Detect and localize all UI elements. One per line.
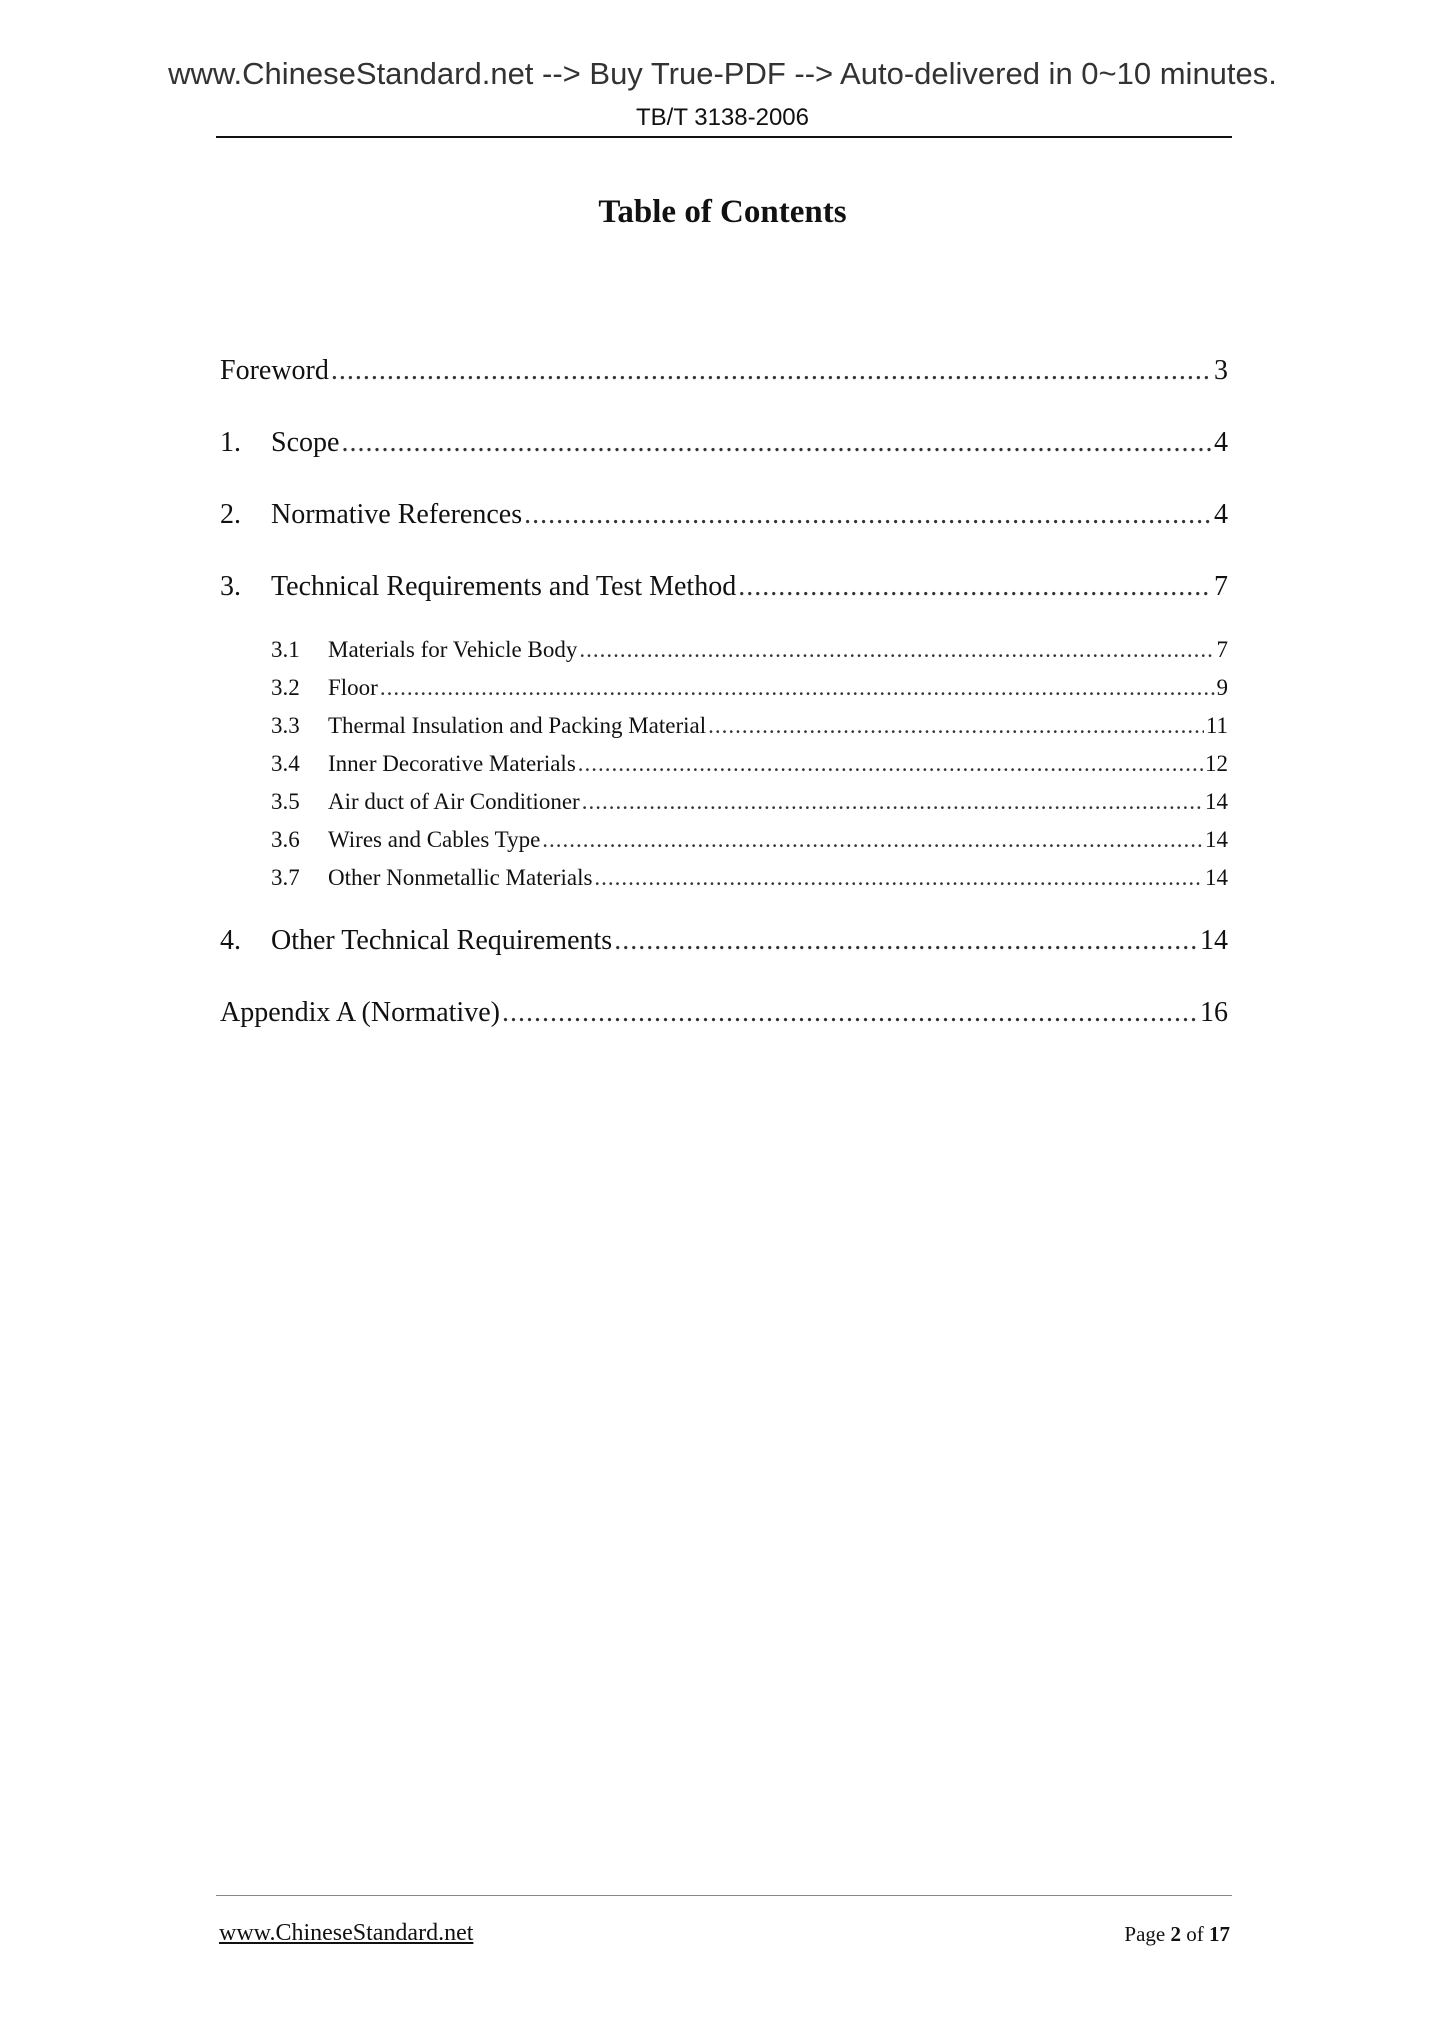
toc-number: 3.: [220, 571, 241, 602]
toc-label: Foreword: [220, 355, 329, 386]
toc-page: 16: [1200, 997, 1228, 1028]
toc-label: Technical Requirements and Test Method: [271, 571, 737, 602]
toc-label: Materials for Vehicle Body: [328, 637, 578, 662]
toc-page: 14: [1205, 827, 1228, 852]
toc-page: 14: [1205, 865, 1228, 890]
toc-leader: [502, 997, 1198, 1029]
toc-label: Other Technical Requirements: [271, 925, 613, 956]
toc-entry-3-6[interactable]: [220, 827, 1228, 853]
header-banner: www.ChineseStandard.net --> Buy True-PDF --> Auto-delivered in 0~10 minutes.: [168, 56, 1277, 91]
page-current: 2: [1170, 1922, 1181, 1946]
toc-entry-appendix-a[interactable]: [220, 997, 1228, 1029]
footer-rule: [216, 1895, 1232, 1896]
footer-page-number: [1124, 1922, 1230, 1947]
toc-page: 11: [1205, 713, 1228, 738]
toc-leader: [542, 827, 1203, 853]
toc-page: 7: [1216, 637, 1228, 662]
toc-number: 3.4: [271, 751, 300, 776]
toc-leader: [614, 925, 1198, 957]
toc-leader: [579, 637, 1214, 663]
toc-entry-scope[interactable]: [220, 427, 1228, 459]
toc-number: 3.2: [271, 675, 300, 700]
document-number: TB/T 3138-2006: [635, 104, 809, 131]
toc-page: 14: [1200, 925, 1228, 956]
toc-entry-normative-references[interactable]: [220, 499, 1228, 531]
toc-page: 7: [1214, 571, 1228, 602]
toc-label: Appendix A (Normative): [220, 997, 500, 1028]
header-rule: [216, 136, 1232, 138]
toc-leader: [578, 751, 1203, 777]
toc-leader: [594, 865, 1203, 891]
toc-entry-foreword[interactable]: [220, 355, 1228, 387]
toc-page: 3: [1214, 355, 1228, 386]
page-prefix: Page: [1124, 1922, 1166, 1946]
footer-website-link[interactable]: www.ChineseStandard.net: [219, 1920, 474, 1946]
page-of: of: [1186, 1922, 1204, 1946]
toc-entry-3-3[interactable]: [220, 713, 1228, 739]
toc-entry-3-7[interactable]: [220, 865, 1228, 891]
toc-page: 9: [1216, 675, 1228, 700]
toc-number: 2.: [220, 499, 241, 530]
toc-label: Scope: [271, 427, 340, 458]
toc-entry-3-2[interactable]: [220, 675, 1228, 701]
page-total: 17: [1209, 1922, 1230, 1946]
toc-leader: [341, 427, 1212, 459]
toc-entry-other-technical-requirements[interactable]: [220, 925, 1228, 957]
toc-label: Thermal Insulation and Packing Material: [328, 713, 707, 738]
toc-entry-3-4[interactable]: [220, 751, 1228, 777]
toc-entry-3-5[interactable]: [220, 789, 1228, 815]
toc-number: 3.6: [271, 827, 300, 852]
page-title: Table of Contents: [598, 194, 847, 230]
toc-number: 3.3: [271, 713, 300, 738]
toc-label: Wires and Cables Type: [328, 827, 541, 852]
toc-number: 1.: [220, 427, 241, 458]
toc-number: 3.1: [271, 637, 300, 662]
toc-page: 12: [1205, 751, 1228, 776]
toc-number: 4.: [220, 925, 241, 956]
toc-page: 4: [1214, 499, 1228, 530]
toc-page: 14: [1205, 789, 1228, 814]
toc-leader: [708, 713, 1204, 739]
toc-label: Floor: [328, 675, 378, 700]
toc-leader: [524, 499, 1212, 531]
toc-number: 3.7: [271, 865, 300, 890]
toc-label: Normative References: [271, 499, 523, 530]
toc-leader: [380, 675, 1215, 701]
toc-entry-3-1[interactable]: [220, 637, 1228, 663]
toc-label: Other Nonmetallic Materials: [328, 865, 593, 890]
toc-leader: [331, 355, 1212, 387]
toc-entry-technical-requirements[interactable]: [220, 571, 1228, 603]
toc-page: 4: [1214, 427, 1228, 458]
toc-number: 3.5: [271, 789, 300, 814]
toc-leader: [738, 571, 1212, 603]
toc-leader: [582, 789, 1203, 815]
toc-label: Inner Decorative Materials: [328, 751, 576, 776]
toc-label: Air duct of Air Conditioner: [328, 789, 580, 814]
